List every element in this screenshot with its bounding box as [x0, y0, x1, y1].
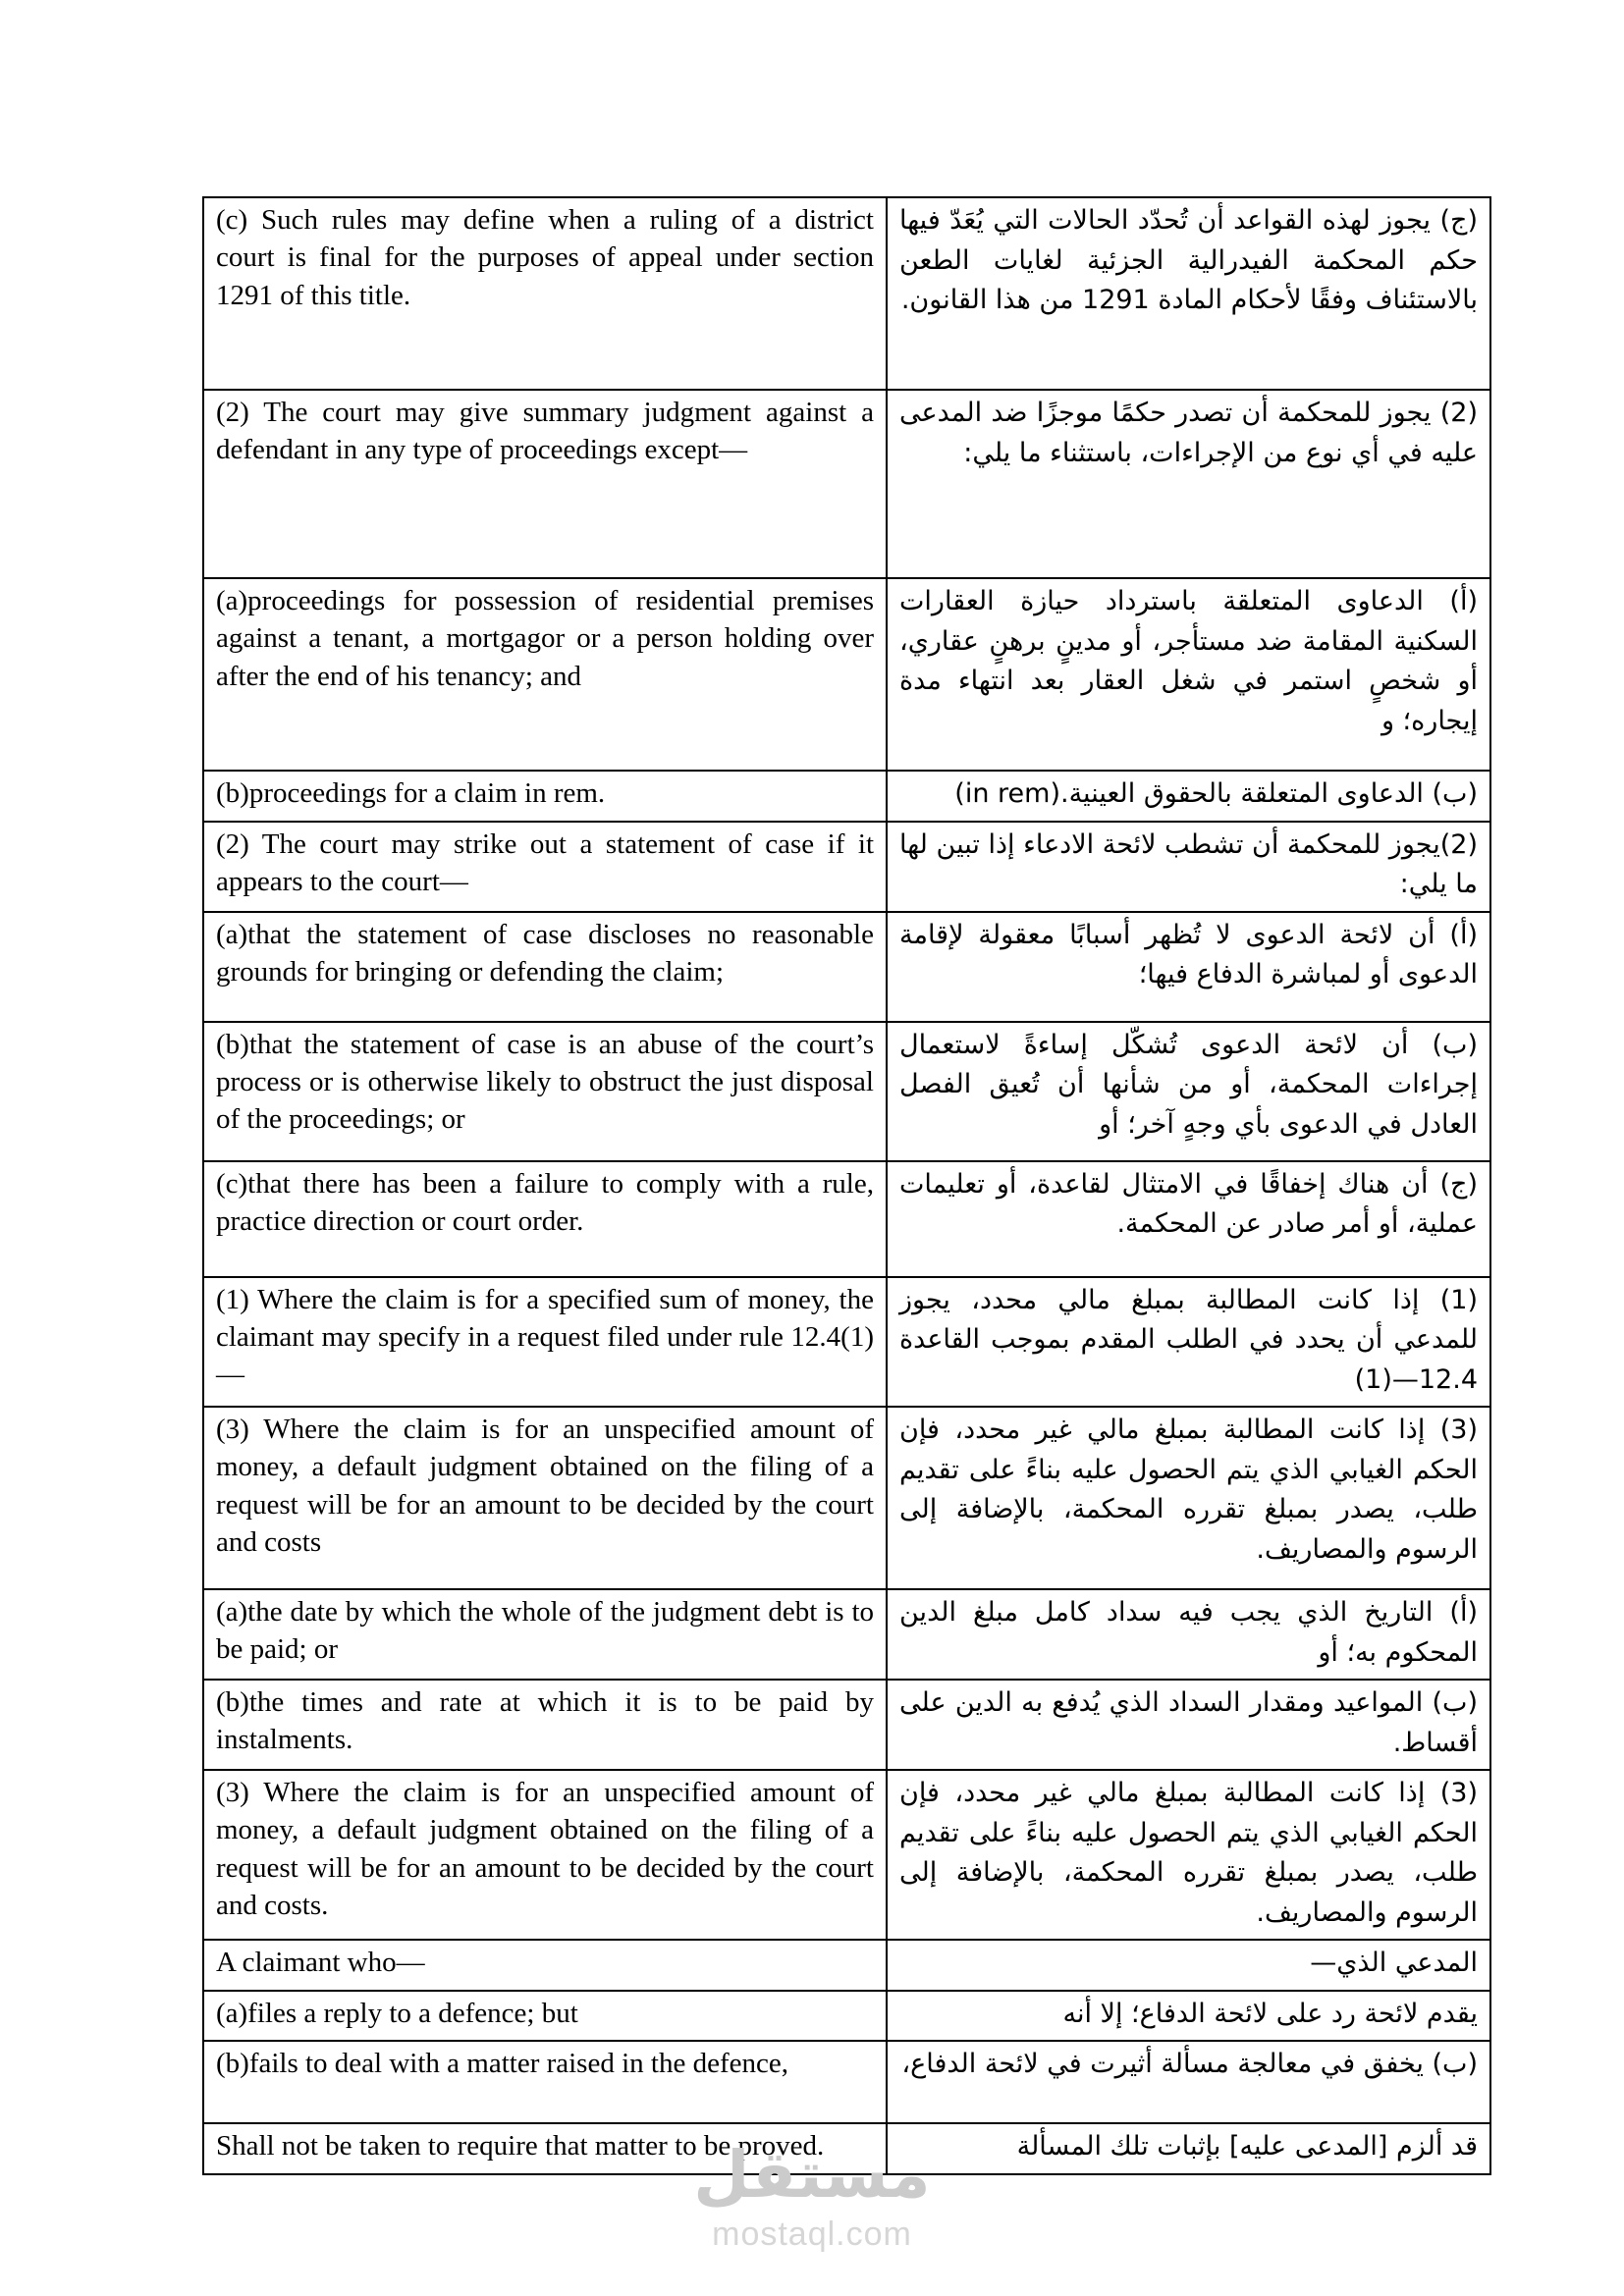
- table-row: [204, 389, 1489, 577]
- english-cell: (b)fails to deal with a matter raised in the defence,: [204, 2042, 888, 2122]
- english-cell: (c)that there has been a failure to comply with a rule, practice direction or court order.: [204, 1162, 888, 1276]
- english-cell: (b)the times and rate at which it is to be paid by instalments.: [204, 1681, 888, 1769]
- table-row: [204, 1276, 1489, 1407]
- english-cell: (2) The court may give summary judgment against a defendant in any type of proceedings except—: [204, 391, 888, 577]
- arabic-cell: (ب) يخفق في معالجة مسألة أثيرت في لائحة الدفاع،: [901, 2049, 1478, 2079]
- arabic-cell: (2)يجوز للمحكمة أن تشطب لائحة الادعاء إذا تبين لها ما يلي:: [899, 828, 1478, 899]
- english-cell: (3) Where the claim is for an unspecified amount of money, a default judgment obtained on the filing of a request will be for an amount to be decided by the court and costs: [204, 1408, 888, 1588]
- table-row: [204, 1990, 1489, 2041]
- table-row: [204, 1939, 1489, 1990]
- arabic-cell: (3) إذا كانت المطالبة بمبلغ مالي غير محدد، فإن الحكم الغيابي الذي يتم الحصول عليه بناءً على تقديم طلب، يصدر بمبلغ تقرره المحكمة، بالإضافة إلى الرسوم والمصاريف.: [899, 1415, 1478, 1565]
- english-cell: (b)that the statement of case is an abuse of the court’s process or is otherwise likely to obstruct the just disposal of the proceedings; or: [204, 1023, 888, 1160]
- arabic-cell: (ج) أن هناك إخفاقًا في الامتثال لقاعدة، أو تعليمات عملية، أو أمر صادر عن المحكمة.: [899, 1168, 1478, 1239]
- english-cell: (a)that the statement of case discloses no reasonable grounds for bringing or defending the claim;: [204, 913, 888, 1021]
- arabic-cell: (ب) أن لائحة الدعوى تُشكّل إساءةً لاستعمال إجراءات المحكمة، أو من شأنها أن تُعيق الفصل العادل في الدعوى بأي وجهٍ آخر؛ أو: [899, 1029, 1478, 1140]
- english-cell: (b)proceedings for a claim in rem.: [204, 772, 888, 821]
- arabic-cell: (أ) الدعاوى المتعلقة باسترداد حيازة العقارات السكنية المقامة ضد مستأجر، أو مدينٍ برهنٍ عقاري، أو شخصٍ استمر في شغل العقار بعد انتهاء مدة إيجاره؛ و: [899, 586, 1478, 736]
- arabic-cell: (2) يجوز للمحكمة أن تصدر حكمًا موجزًا ضد المدعى عليه في أي نوع من الإجراءات، باستثناء ما يلي:: [899, 398, 1478, 468]
- table-row: [204, 1679, 1489, 1769]
- table-row: [204, 1160, 1489, 1276]
- english-cell: A claimant who—: [204, 1941, 888, 1990]
- table-row: [204, 577, 1489, 770]
- english-cell: (1) Where the claim is for a specified sum of money, the claimant may specify in a request filed under rule 12.4(1)—: [204, 1278, 888, 1407]
- arabic-cell: (3) إذا كانت المطالبة بمبلغ مالي غير محدد، فإن الحكم الغيابي الذي يتم الحصول عليه بناءً على تقديم طلب، يصدر بمبلغ تقرره المحكمة، بالإضافة إلى الرسوم والمصاريف.: [899, 1778, 1478, 1928]
- watermark: [0, 2137, 1624, 2254]
- english-cell: (a)proceedings for possession of residential premises against a tenant, a mortgagor or a person holding over after the end of his tenancy; and: [204, 579, 888, 770]
- english-cell: Shall not be taken to require that matter to be proved.: [204, 2124, 888, 2173]
- table-row: [204, 1021, 1489, 1160]
- english-cell: (3) Where the claim is for an unspecified amount of money, a default judgment obtained on the filing of a request will be for an amount to be decided by the court and costs.: [204, 1771, 888, 1939]
- table-row: [204, 1406, 1489, 1588]
- arabic-cell: (ج) يجوز لهذه القواعد أن تُحدّد الحالات التي يُعَدّ فيها حكم المحكمة الفيدرالية الجزئية لغايات الطعن بالاستئناف وفقًا لأحكام المادة 1291 من هذا القانون.: [899, 205, 1478, 315]
- english-cell: (a)the date by which the whole of the judgment debt is to be paid; or: [204, 1590, 888, 1679]
- table-row: [204, 2040, 1489, 2122]
- translation-table: [202, 196, 1491, 2175]
- english-cell: (a)files a reply to a defence; but: [204, 1992, 888, 2041]
- table-row: [204, 1588, 1489, 1679]
- table-row: [204, 198, 1489, 389]
- table-row: [204, 821, 1489, 911]
- arabic-cell: قد ألزم [المدعى عليه] بإثبات تلك المسألة: [1016, 2131, 1478, 2162]
- arabic-cell: يقدم لائحة رد على لائحة الدفاع؛ إلا أنه: [1062, 1998, 1478, 2029]
- table-row: [204, 770, 1489, 821]
- english-cell: (c) Such rules may define when a ruling of a district court is final for the purposes of appeal under section 1291 of this title.: [204, 198, 888, 389]
- table-row: [204, 1769, 1489, 1939]
- table-row: [204, 911, 1489, 1021]
- english-cell: (2) The court may strike out a statement of case if it appears to the court—: [204, 823, 888, 911]
- arabic-cell: (أ) أن لائحة الدعوى لا تُظهر أسبابًا معقولة لإقامة الدعوى أو لمباشرة الدفاع فيها؛: [899, 919, 1478, 989]
- arabic-cell: (ب) المواعيد ومقدار السداد الذي يُدفع به الدين على أقساط.: [899, 1687, 1478, 1758]
- arabic-cell: (ب) الدعاوى المتعلقة بالحقوق العينية.(in rem): [954, 778, 1478, 809]
- watermark-arabic-logo: مستقل: [693, 2137, 931, 2213]
- arabic-cell: المدعي الذي—: [1310, 1948, 1478, 1978]
- watermark-domain-text: mostaql.com: [712, 2215, 912, 2253]
- arabic-cell: (1) إذا كانت المطالبة بمبلغ مالي محدد، يجوز للمدعي أن يحدد في الطلب المقدم بموجب القاعدة 12.4—(1): [899, 1284, 1478, 1395]
- arabic-cell: (أ) التاريخ الذي يجب فيه سداد كامل مبلغ الدين المحكوم به؛ أو: [899, 1597, 1478, 1668]
